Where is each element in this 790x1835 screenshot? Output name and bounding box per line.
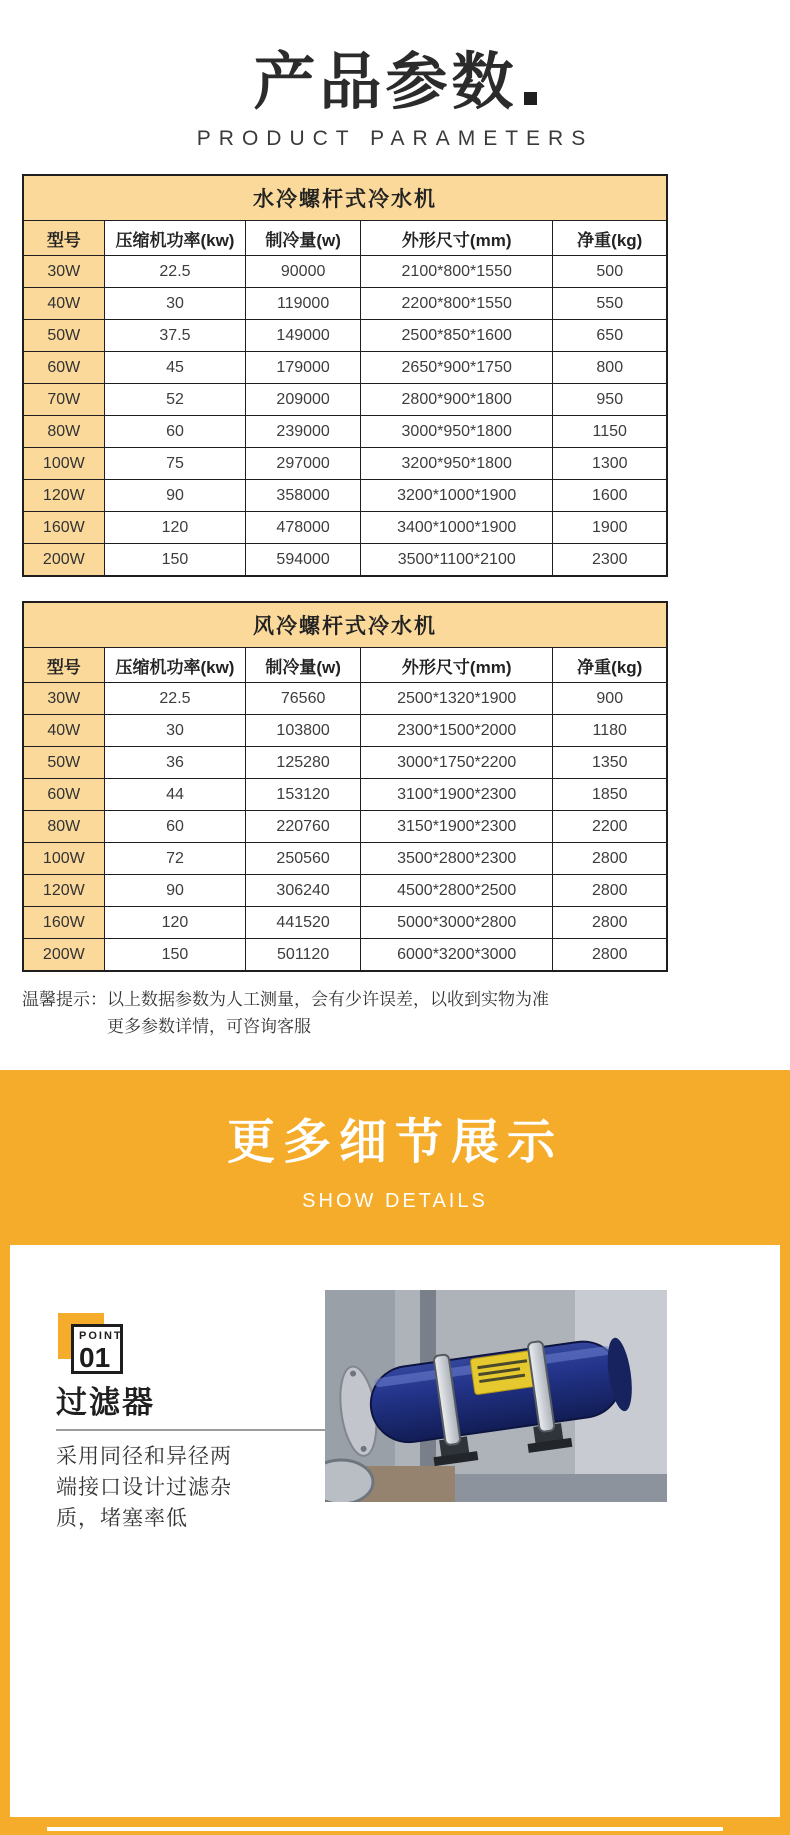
table-row <box>23 875 667 907</box>
table-cell: 500 <box>553 256 667 288</box>
page-title <box>0 50 790 115</box>
air-cooled-spec-table <box>22 601 768 972</box>
table-header-cell: 净重(kg) <box>553 648 667 683</box>
table-cell: 36 <box>104 747 246 779</box>
table-cell: 3000*950*1800 <box>360 416 553 448</box>
table-cell: 80W <box>23 811 104 843</box>
table-cell: 1900 <box>553 512 667 544</box>
table-cell: 2650*900*1750 <box>360 352 553 384</box>
table-cell: 120 <box>104 907 246 939</box>
table-cell: 22.5 <box>104 256 246 288</box>
table-row <box>23 747 667 779</box>
banner-subtitle: SHOW DETAILS <box>302 1189 488 1212</box>
title-accent-square <box>524 92 537 105</box>
details-section <box>0 1245 790 1835</box>
table-cell: 52 <box>104 384 246 416</box>
table-cell: 200W <box>23 544 104 577</box>
table-cell: 60 <box>104 811 246 843</box>
table-cell: 250560 <box>246 843 361 875</box>
table-cell: 150 <box>104 939 246 972</box>
air-cooled-table-wrap <box>22 601 768 972</box>
table-row <box>23 352 667 384</box>
table-header-cell: 压缩机功率(kw) <box>104 648 246 683</box>
table-cell: 30W <box>23 256 104 288</box>
table-header-cell: 制冷量(w) <box>246 648 361 683</box>
description-line: 采用同径和异径两 <box>56 1445 232 1468</box>
table-cell: 22.5 <box>104 683 246 715</box>
table-cell: 3200*950*1800 <box>360 448 553 480</box>
page-title-text: 产品参数 <box>253 48 518 117</box>
table-title: 风冷螺杆式冷水机 <box>23 602 667 648</box>
table-cell: 30 <box>104 288 246 320</box>
table-cell: 2500*850*1600 <box>360 320 553 352</box>
table-row <box>23 544 667 577</box>
table-cell: 297000 <box>246 448 361 480</box>
table-header-cell: 型号 <box>23 221 104 256</box>
table-cell: 119000 <box>246 288 361 320</box>
table-cell: 3200*1000*1900 <box>360 480 553 512</box>
table-cell: 800 <box>553 352 667 384</box>
table-cell: 1150 <box>553 416 667 448</box>
table-cell: 30 <box>104 715 246 747</box>
table-row <box>23 480 667 512</box>
table-cell: 1180 <box>553 715 667 747</box>
note-line-2: 更多参数详情，可咨询客服 <box>107 1017 311 1037</box>
table-cell: 153120 <box>246 779 361 811</box>
table-cell: 3400*1000*1900 <box>360 512 553 544</box>
table-row <box>23 512 667 544</box>
table-cell: 50W <box>23 747 104 779</box>
table-cell: 950 <box>553 384 667 416</box>
table-cell: 550 <box>553 288 667 320</box>
table-cell: 160W <box>23 512 104 544</box>
table-cell: 125280 <box>246 747 361 779</box>
table-cell: 2800*900*1800 <box>360 384 553 416</box>
table-cell: 2200*800*1550 <box>360 288 553 320</box>
table-cell: 3500*2800*2300 <box>360 843 553 875</box>
table-cell: 44 <box>104 779 246 811</box>
table-row <box>23 384 667 416</box>
table-cell: 45 <box>104 352 246 384</box>
table-cell: 306240 <box>246 875 361 907</box>
table-cell: 60 <box>104 416 246 448</box>
table-cell: 2800 <box>553 875 667 907</box>
table-cell: 120W <box>23 480 104 512</box>
table-cell: 120W <box>23 875 104 907</box>
point-01-badge <box>58 1313 130 1381</box>
note-body <box>107 986 549 1040</box>
table-row <box>23 683 667 715</box>
table-cell: 358000 <box>246 480 361 512</box>
table-cell: 2500*1320*1900 <box>360 683 553 715</box>
table-cell: 40W <box>23 715 104 747</box>
table-row <box>23 811 667 843</box>
table-cell: 179000 <box>246 352 361 384</box>
table-cell: 209000 <box>246 384 361 416</box>
table-cell: 70W <box>23 384 104 416</box>
table-cell: 1300 <box>553 448 667 480</box>
table-cell: 150 <box>104 544 246 577</box>
table-cell: 3000*1750*2200 <box>360 747 553 779</box>
table-cell: 478000 <box>246 512 361 544</box>
table-header-cell: 外形尺寸(mm) <box>360 648 553 683</box>
measurement-note <box>22 986 768 1040</box>
point-divider <box>56 1429 334 1431</box>
table-cell: 2300*1500*2000 <box>360 715 553 747</box>
table-row <box>23 843 667 875</box>
table-header-cell: 压缩机功率(kw) <box>104 221 246 256</box>
table-cell: 900 <box>553 683 667 715</box>
banner-title: 更多细节展示 <box>226 1115 563 1169</box>
table-cell: 90 <box>104 875 246 907</box>
table-cell: 4500*2800*2500 <box>360 875 553 907</box>
table-row <box>23 907 667 939</box>
table-cell: 220760 <box>246 811 361 843</box>
table-cell: 1350 <box>553 747 667 779</box>
table-cell: 2200 <box>553 811 667 843</box>
table-cell: 3100*1900*2300 <box>360 779 553 811</box>
table-cell: 60W <box>23 779 104 811</box>
description-line: 端接口设计过滤杂 <box>56 1476 232 1499</box>
table-cell: 80W <box>23 416 104 448</box>
table-row <box>23 256 667 288</box>
table-header-cell: 净重(kg) <box>553 221 667 256</box>
table-cell: 1600 <box>553 480 667 512</box>
table-cell: 30W <box>23 683 104 715</box>
table-cell: 239000 <box>246 416 361 448</box>
table-cell: 6000*3200*3000 <box>360 939 553 972</box>
table-header-cell: 型号 <box>23 648 104 683</box>
table-cell: 76560 <box>246 683 361 715</box>
note-line-1: 以上数据参数为人工测量，会有少许误差，以收到实物为准 <box>107 990 549 1010</box>
table-cell: 90 <box>104 480 246 512</box>
table-row <box>23 288 667 320</box>
table-row <box>23 715 667 747</box>
table-cell: 441520 <box>246 907 361 939</box>
table-cell: 3150*1900*2300 <box>360 811 553 843</box>
badge-point-number: 01 <box>79 1342 111 1373</box>
table-title: 水冷螺杆式冷水机 <box>23 175 667 221</box>
table-cell: 650 <box>553 320 667 352</box>
table-cell: 90000 <box>246 256 361 288</box>
table-cell: 2300 <box>553 544 667 577</box>
point-heading: 过滤器 <box>56 1385 155 1420</box>
table-cell: 2800 <box>553 939 667 972</box>
water-cooled-spec-table <box>22 174 768 577</box>
note-label: 温馨提示： <box>22 990 107 1010</box>
table-cell: 5000*3000*2800 <box>360 907 553 939</box>
table-row <box>23 320 667 352</box>
table-cell: 60W <box>23 352 104 384</box>
table-cell: 200W <box>23 939 104 972</box>
table-cell: 37.5 <box>104 320 246 352</box>
point-01-card <box>10 1245 780 1817</box>
table-cell: 72 <box>104 843 246 875</box>
table-cell: 2800 <box>553 907 667 939</box>
table-cell: 594000 <box>246 544 361 577</box>
table-cell: 160W <box>23 907 104 939</box>
table-cell: 2800 <box>553 843 667 875</box>
table-cell: 75 <box>104 448 246 480</box>
table-cell: 149000 <box>246 320 361 352</box>
table-cell: 3500*1100*2100 <box>360 544 553 577</box>
table-cell: 103800 <box>246 715 361 747</box>
table-header-cell: 外形尺寸(mm) <box>360 221 553 256</box>
table-header-cell: 制冷量(w) <box>246 221 361 256</box>
spec-table <box>22 174 668 577</box>
table-cell: 40W <box>23 288 104 320</box>
description-line: 质，堵塞率低 <box>56 1507 188 1530</box>
table-cell: 120 <box>104 512 246 544</box>
point-description <box>56 1441 232 1534</box>
table-row <box>23 448 667 480</box>
badge-point-label: POINT <box>79 1330 123 1342</box>
next-card-top-edge <box>47 1827 723 1831</box>
table-cell: 100W <box>23 843 104 875</box>
table-row <box>23 779 667 811</box>
table-row <box>23 416 667 448</box>
table-cell: 1850 <box>553 779 667 811</box>
filter-product-photo <box>325 1290 667 1502</box>
table-row <box>23 939 667 972</box>
table-cell: 501120 <box>246 939 361 972</box>
table-cell: 2100*800*1550 <box>360 256 553 288</box>
spec-table <box>22 601 668 972</box>
page-subtitle: PRODUCT PARAMETERS <box>196 127 594 151</box>
table-cell: 50W <box>23 320 104 352</box>
filter-photo-graphic <box>325 1290 667 1502</box>
water-cooled-table-wrap <box>22 174 768 577</box>
table-cell: 100W <box>23 448 104 480</box>
show-details-banner <box>0 1070 790 1245</box>
